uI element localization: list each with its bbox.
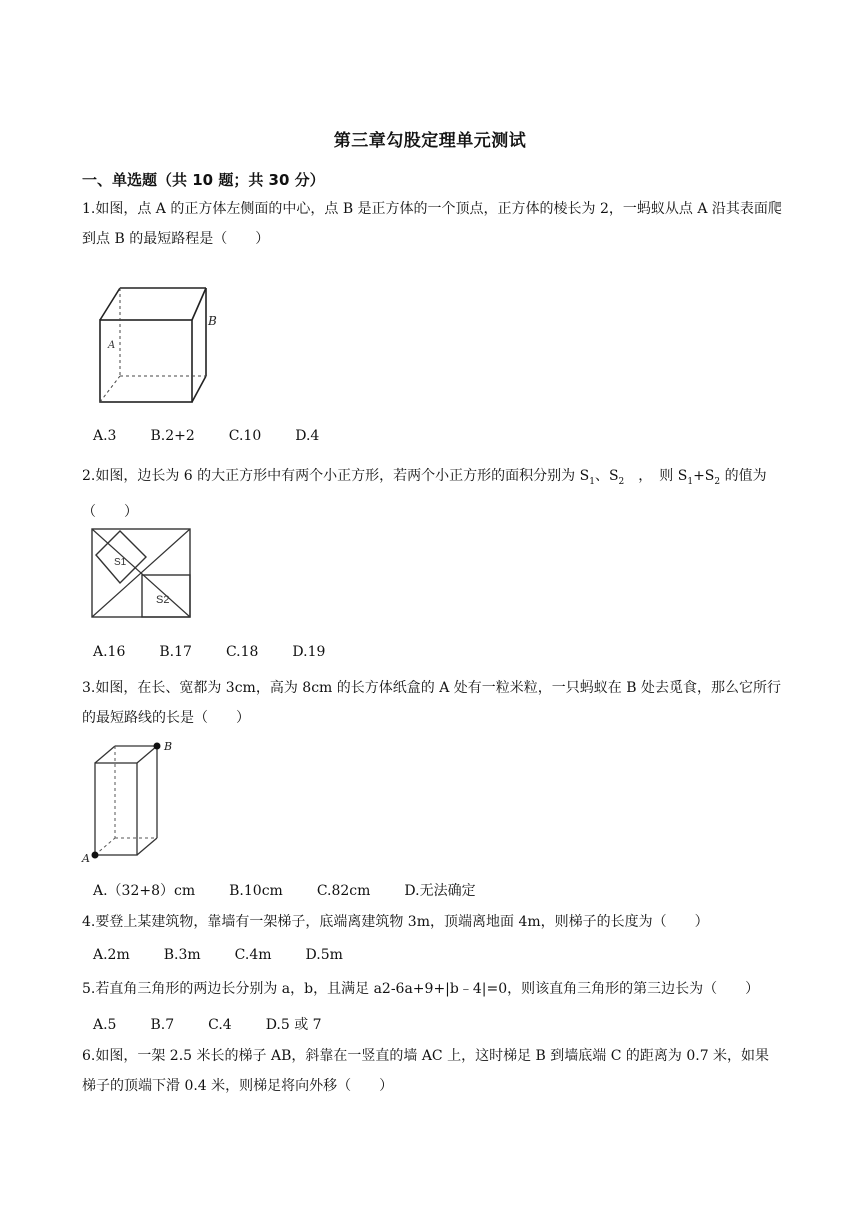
- option-b[interactable]: B.2+2: [150, 428, 195, 444]
- option-c[interactable]: C.4: [208, 1017, 232, 1033]
- option-a[interactable]: A.（32+8）cm: [93, 883, 196, 899]
- option-b[interactable]: B.3m: [163, 947, 201, 963]
- question-1-text: 1.如图，点 A 的正方体左侧面的中心，点 B 是正方体的一个顶点，正方体的棱长为 2，一蚂蚁从点 A 沿其表面爬到点 B 的最短路程是（ ）: [82, 201, 782, 247]
- option-d[interactable]: D.19: [292, 644, 326, 660]
- page-title: 第三章勾股定理单元测试: [333, 131, 527, 151]
- question-2-text: 2.如图，边长为 6 的大正方形中有两个小正方形，若两个小正方形的面积分别为 $S_1$、$S_2$ ， 则 $S_1+S_2$ 的值为（ ）: [82, 468, 767, 520]
- question-6-text: 6.如图，一架 2.5 米长的梯子 AB，斜靠在一竖直的墙 AC 上，这时梯足 B 到墙底端 C 的距离为 0.7 米，如果梯子的顶端下滑 0.4 米，则梯足将向外移（ ）: [82, 1048, 770, 1094]
- figure-label-a: A: [82, 852, 90, 865]
- question-3-options: [93, 880, 510, 900]
- section-heading: 一、单选题（共 10 题；共 30 分）: [82, 171, 325, 189]
- figure-label-s1: S1: [114, 557, 127, 568]
- question-3-text: 3.如图，在长、宽都为 3cm，高为 8cm 的长方体纸盒的 A 处有一粒米粒，一只蚂蚁在 B 处去觅食，那么它所行的最短路线的长是（ ）: [82, 680, 781, 726]
- option-a[interactable]: A.16: [93, 644, 126, 660]
- option-c[interactable]: C.18: [225, 644, 259, 660]
- question-1-options: [93, 428, 353, 444]
- question-2-square-figure: [90, 527, 194, 621]
- option-b[interactable]: B.10cm: [229, 883, 283, 899]
- option-c[interactable]: C.82cm: [316, 883, 371, 899]
- question-5-text: 5.若直角三角形的两边长分别为 a，b，且满足 a2-6a+9+|b﹣4|=0，则该直角三角形的第三边长为（ ）: [82, 981, 760, 997]
- point-a-marker: [92, 852, 99, 859]
- option-a[interactable]: A.2m: [93, 947, 130, 963]
- question-3-box-figure: [80, 738, 180, 866]
- option-d[interactable]: D.5m: [305, 947, 343, 963]
- figure-label-b: B: [208, 314, 217, 328]
- option-d[interactable]: D.4: [295, 428, 320, 444]
- question-4-text: 4.要登上某建筑物，靠墙有一架梯子，底端离建筑物 3m，顶端离地面 4m，则梯子的长度为（ ）: [82, 914, 709, 930]
- option-b[interactable]: B.7: [150, 1017, 175, 1033]
- option-a[interactable]: A.5: [93, 1017, 117, 1033]
- question-1-cube-figure: [90, 280, 220, 410]
- question-5-options: [93, 1014, 356, 1034]
- option-a[interactable]: A.3: [93, 428, 117, 444]
- question-4-options: [93, 947, 377, 963]
- figure-label-s2: S2: [156, 594, 170, 606]
- figure-label-b: B: [164, 740, 173, 753]
- option-d[interactable]: D.5 或 7: [265, 1017, 322, 1033]
- option-c[interactable]: C.10: [228, 428, 262, 444]
- question-2-options: [93, 644, 359, 660]
- point-b-marker: [154, 743, 161, 750]
- option-b[interactable]: B.17: [159, 644, 192, 660]
- figure-label-a: A: [108, 340, 116, 351]
- option-c[interactable]: C.4m: [234, 947, 272, 963]
- option-d[interactable]: D.无法确定: [404, 883, 476, 899]
